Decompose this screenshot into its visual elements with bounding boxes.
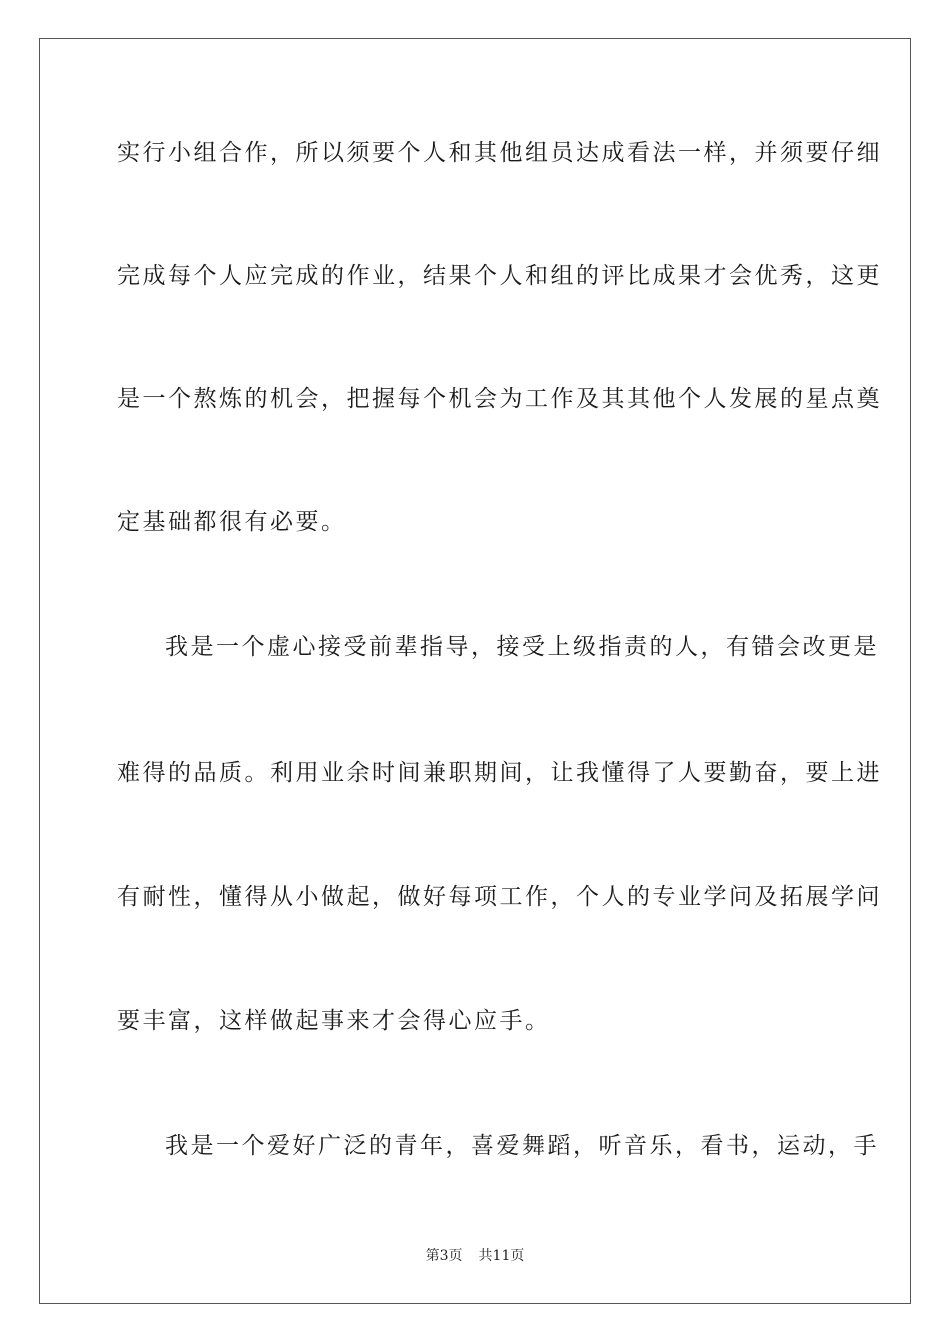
text-line-9: 我是一个爱好广泛的青年，喜爱舞蹈，听音乐，看书，运动，手 [165, 1133, 879, 1159]
text-line-5: 我是一个虚心接受前辈指导，接受上级指责的人，有错会改更是 [165, 634, 879, 660]
page-frame [39, 38, 911, 1304]
page-number: 第3页 [425, 1248, 463, 1264]
text-line-7: 有耐性，懂得从小做起，做好每项工作，个人的专业学问及拓展学问 [117, 884, 882, 910]
text-line-8: 要丰富，这样做起事来才会得心应手。 [117, 1008, 551, 1034]
page-footer [0, 1246, 950, 1266]
text-line-4: 定基础都很有必要。 [117, 509, 347, 535]
text-line-6: 难得的品质。利用业余时间兼职期间，让我懂得了人要勤奋，要上进 [117, 760, 882, 786]
text-line-2: 完成每个人应完成的作业，结果个人和组的评比成果才会优秀，这更 [117, 263, 882, 289]
text-line-3: 是一个熬炼的机会，把握每个机会为工作及其其他个人发展的星点奠 [117, 386, 882, 412]
page-total: 共11页 [478, 1248, 525, 1264]
text-line-1: 实行小组合作，所以须要个人和其他组员达成看法一样，并须要仔细 [117, 140, 882, 166]
